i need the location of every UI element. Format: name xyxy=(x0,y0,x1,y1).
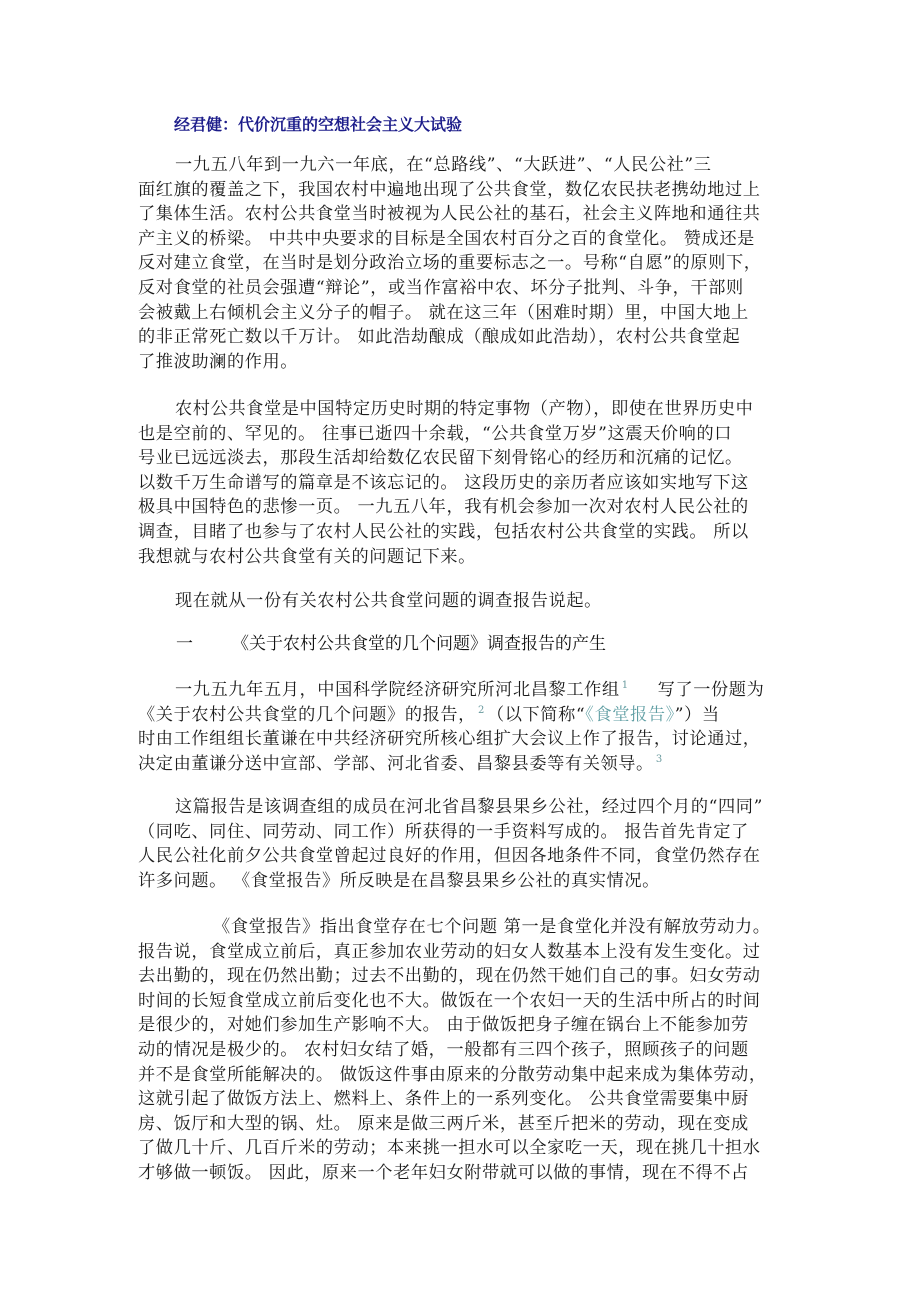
text-line: 是很少的，对她们参加生产影响不大。 由于做饭把身子缠在锅台上不能参加劳 xyxy=(138,1015,749,1036)
text-line: 号业已远远淡去，那段生活却给数亿农民留下刻骨铭心的经历和沉痛的记忆。 xyxy=(138,448,743,469)
section-heading xyxy=(176,632,606,656)
paragraph-background xyxy=(138,397,798,569)
text-line: 这就引起了做饭方法上、燃料上、条件上的一系列变化。 公共食堂需要集中厨 xyxy=(138,1089,749,1110)
text-line: （同吃、同住、同劳动、同工作）所获得的一手资料写成的。 报告首先肯定了 xyxy=(138,821,749,842)
text-line xyxy=(138,752,798,777)
paragraph-report-method xyxy=(138,795,798,893)
section-number: 一 xyxy=(176,634,193,654)
footnote-ref-1[interactable]: 1 xyxy=(621,680,629,691)
text-line: 的非正常死亡数以千万计。 如此浩劫酿成（酿成如此浩劫），农村公共食堂起 xyxy=(138,327,741,348)
text-line: 动的情况是极少的。 农村妇女结了婚，一般都有三四个孩子，照顾孩子的问题 xyxy=(138,1039,749,1060)
text-line: 了做几十斤、几百斤米的劳动；本来挑一担水可以全家吃一天，现在挑几十担水 xyxy=(138,1138,761,1159)
text-line: 调查，目睹了也参与了农村人民公社的实践，包括农村公共食堂的实践。 所以 xyxy=(138,521,749,542)
text-line: 这篇报告是该调查组的成员在河北省昌黎县果乡公社，经过四个月的“四同” xyxy=(175,797,763,817)
text-segment: 决定由董谦分送中宣部、学部、河北省委、昌黎县委等有关领导。 xyxy=(138,753,654,774)
text-segment: 《关于农村公共食堂的几个问题》的报告， xyxy=(138,704,476,725)
paragraph-seven-problems xyxy=(138,915,798,1186)
text-line: 了集体生活。农村公共食堂当时被视为人民公社的基石，社会主义阵地和通往共 xyxy=(138,204,761,225)
text-segment: 一九五九年五月，中国科学院经济研究所河北昌黎工作组 xyxy=(175,680,620,700)
text-segment: ”）当 xyxy=(674,704,720,725)
footnote-ref-2[interactable]: 2 xyxy=(477,704,485,716)
footnote-ref-3[interactable]: 3 xyxy=(655,753,663,765)
text-line: 才够做一顿饭。 因此，原来一个老年妇女附带就可以做的事情，现在不得不占 xyxy=(138,1162,749,1183)
text-line: 我想就与农村公共食堂有关的问题记下来。 xyxy=(138,546,476,567)
text-line: 现在就从一份有关农村公共食堂问题的调查报告说起。 xyxy=(175,591,602,611)
article-title: 经君健：代价沉重的空想社会主义大试验 xyxy=(174,115,463,134)
text-line: 极具中国特色的悲惨一页。 一九五八年，我有机会参加一次对农村人民公社的 xyxy=(138,497,749,518)
section-title: 《关于农村公共食堂的几个问题》调查报告的产生 xyxy=(232,634,606,654)
paragraph-transition xyxy=(138,589,798,614)
text-line: 房、饭厅和大型的锅、灶。 原来是做三两斤米，甚至斤把米的劳动，现在变成 xyxy=(138,1113,749,1134)
text-line: 报告说，食堂成立前后，真正参加农业劳动的妇女人数基本上没有发生变化。过 xyxy=(138,941,761,962)
paragraph-report-origin xyxy=(138,678,798,776)
report-link[interactable]: 《食堂报告》 xyxy=(585,704,675,725)
text-line: 时间的长短食堂成立前后变化也不大。做饭在一个农妇一天的生活中所占的时间 xyxy=(138,990,761,1011)
text-line: 以数千万生命谱写的篇章是不该忘记的。 这段历史的亲历者应该如实地写下这 xyxy=(138,472,749,493)
text-segment: 写了一份题为 xyxy=(657,680,765,700)
text-line xyxy=(138,678,798,703)
text-line: 面红旗的覆盖之下，我国农村中遍地出现了公共食堂，数亿农民扶老携幼地过上 xyxy=(138,179,761,200)
text-line: 产主义的桥梁。 中共中央要求的目标是全国农村百分之百的食堂化。 赞成还是 xyxy=(138,228,755,249)
text-line: 去出勤的，现在仍然出勤；过去不出勤的，现在仍然干她们自己的事。妇女劳动 xyxy=(138,966,761,987)
paragraph-intro xyxy=(138,153,798,374)
text-line: 《食堂报告》指出食堂存在七个问题 第一是食堂化并没有解放劳动力。 xyxy=(213,917,771,937)
text-line: 时由工作组组长董谦在中共经济研究所核心组扩大会议上作了报告，讨论通过， xyxy=(138,729,761,750)
text-line: 也是空前的、罕见的。 往事已逝四十余载，“公共食堂万岁”这震天价响的口 xyxy=(138,423,733,444)
text-line: 人民公社化前夕公共食堂曾起过良好的作用，但因各地条件不同，食堂仍然存在 xyxy=(138,846,761,867)
text-line: 一九五八年到一九六一年底，在“总路线”、“大跃进”、“人民公社”三 xyxy=(175,155,712,175)
text-line xyxy=(138,703,798,728)
text-segment: （以下简称“ xyxy=(486,704,586,725)
text-line: 会被戴上右倾机会主义分子的帽子。 就在这三年（困难时期）里，中国大地上 xyxy=(138,302,749,323)
text-line: 许多问题。 《食堂报告》所反映是在昌黎县果乡公社的真实情况。 xyxy=(138,870,660,891)
text-line: 并不是食堂所能解决的。 做饭这件事由原来的分散劳动集中起来成为集体劳动， xyxy=(138,1064,767,1085)
text-line: 反对建立食堂，在当时是划分政治立场的重要标志之一。号称“自愿”的原则下， xyxy=(138,253,762,274)
text-line: 了推波助澜的作用。 xyxy=(138,351,299,372)
text-line: 农村公共食堂是中国特定历史时期的特定事物（产物），即使在世界历史中 xyxy=(175,399,754,419)
text-line: 反对食堂的社员会强遭“辩论”，或当作富裕中农、坏分子批判、斗争，干部则 xyxy=(138,277,744,298)
